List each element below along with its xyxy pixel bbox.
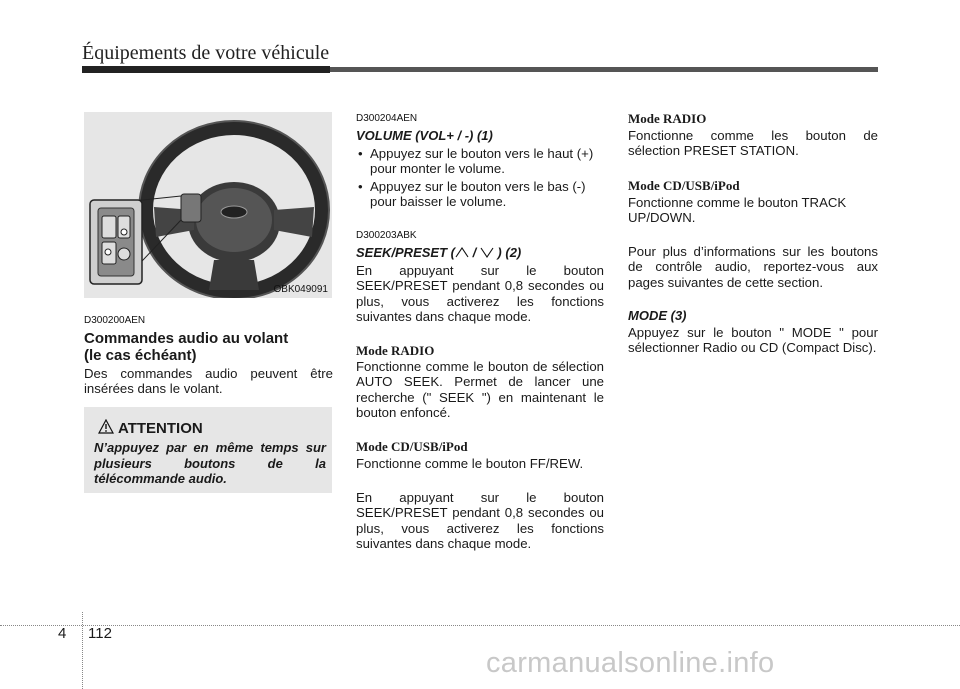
col3-info-paragraph: Pour plus d’informations sur les boutons de contrôle audio, reportez-vous aux pages suivantes de cette section. [628, 244, 878, 290]
seek-heading: SEEK/PRESET ( / ) (2) [356, 245, 522, 260]
mode-cd-heading: Mode CD/USB/iPod [356, 439, 468, 454]
footer-rule [0, 625, 960, 626]
volume-bullets [356, 146, 604, 209]
col3-mode-cd-heading: Mode CD/USB/iPod [628, 178, 740, 193]
volume-bullet-up: • Appuyez sur le bouton vers le haut (+) pour monter le volume. [358, 146, 594, 177]
seek-intro: En appuyant sur le bouton SEEK/PRESET pendant 0,8 secondes ou plus, vous activerez les fonctions suivantes dans chaque mode. [356, 263, 604, 324]
mode-button-heading: MODE (3) [628, 308, 687, 323]
col3-mode-radio-text: Fonctionne comme les bouton de sélection PRESET STATION. [628, 128, 878, 159]
volume-code: D300204AEN [356, 113, 418, 124]
section-heading-line1: Commandes audio au volant [84, 330, 289, 347]
attention-title: ATTENTION [118, 420, 203, 437]
section-heading [84, 330, 334, 364]
chevron-down-icon [480, 246, 494, 261]
header-tab [82, 66, 330, 73]
col3-mode-radio-heading: Mode RADIO [628, 111, 707, 126]
intro-paragraph: Des commandes audio peuvent être insérées dans le volant. [84, 366, 333, 397]
volume-heading: VOLUME (VOL+ / -) (1) [356, 128, 493, 143]
warning-icon [98, 419, 114, 434]
chapter-number: 4 [58, 625, 67, 642]
seek-outro: En appuyant sur le bouton SEEK/PRESET pendant 0,8 secondes ou plus, vous activerez les fonctions suivantes dans chaque mode. [356, 490, 604, 551]
attention-text: N’appuyez par en même temps sur plusieurs boutons de la télécommande audio. [94, 440, 326, 486]
mode-button-text: Appuyez sur le bouton " MODE " pour sélectionner Radio ou CD (Compact Disc). [628, 325, 878, 356]
mode-cd-text: Fonctionne comme le bouton FF/REW. [356, 456, 584, 471]
chevron-up-icon [455, 246, 469, 261]
watermark: carmanualsonline.info [486, 647, 775, 679]
page-number: 112 [88, 625, 112, 642]
volume-bullet-down: • Appuyez sur le bouton vers le bas (-) pour baisser le volume. [358, 178, 586, 209]
section-heading-line2: (le cas échéant) [84, 347, 197, 364]
seek-code: D300203ABK [356, 230, 417, 241]
section-code: D300200AEN [84, 315, 146, 326]
page-header-title: Équipements de votre véhicule [82, 42, 330, 64]
figure-code: OBK049091 [273, 284, 328, 295]
mode-radio-text: Fonctionne comme le bouton de sélection AUTO SEEK. Permet de lancer une recherche (" SEEK ") en maintenant le bouton enfoncé. [356, 359, 604, 420]
footer-divider [82, 612, 83, 689]
mode-radio-heading: Mode RADIO [356, 343, 435, 358]
attention-box [84, 407, 332, 493]
steering-wheel-figure [84, 112, 332, 298]
steering-wheel-illustration [84, 112, 332, 298]
col3-mode-cd-text: Fonctionne comme le bouton TRACK UP/DOWN. [628, 195, 847, 226]
